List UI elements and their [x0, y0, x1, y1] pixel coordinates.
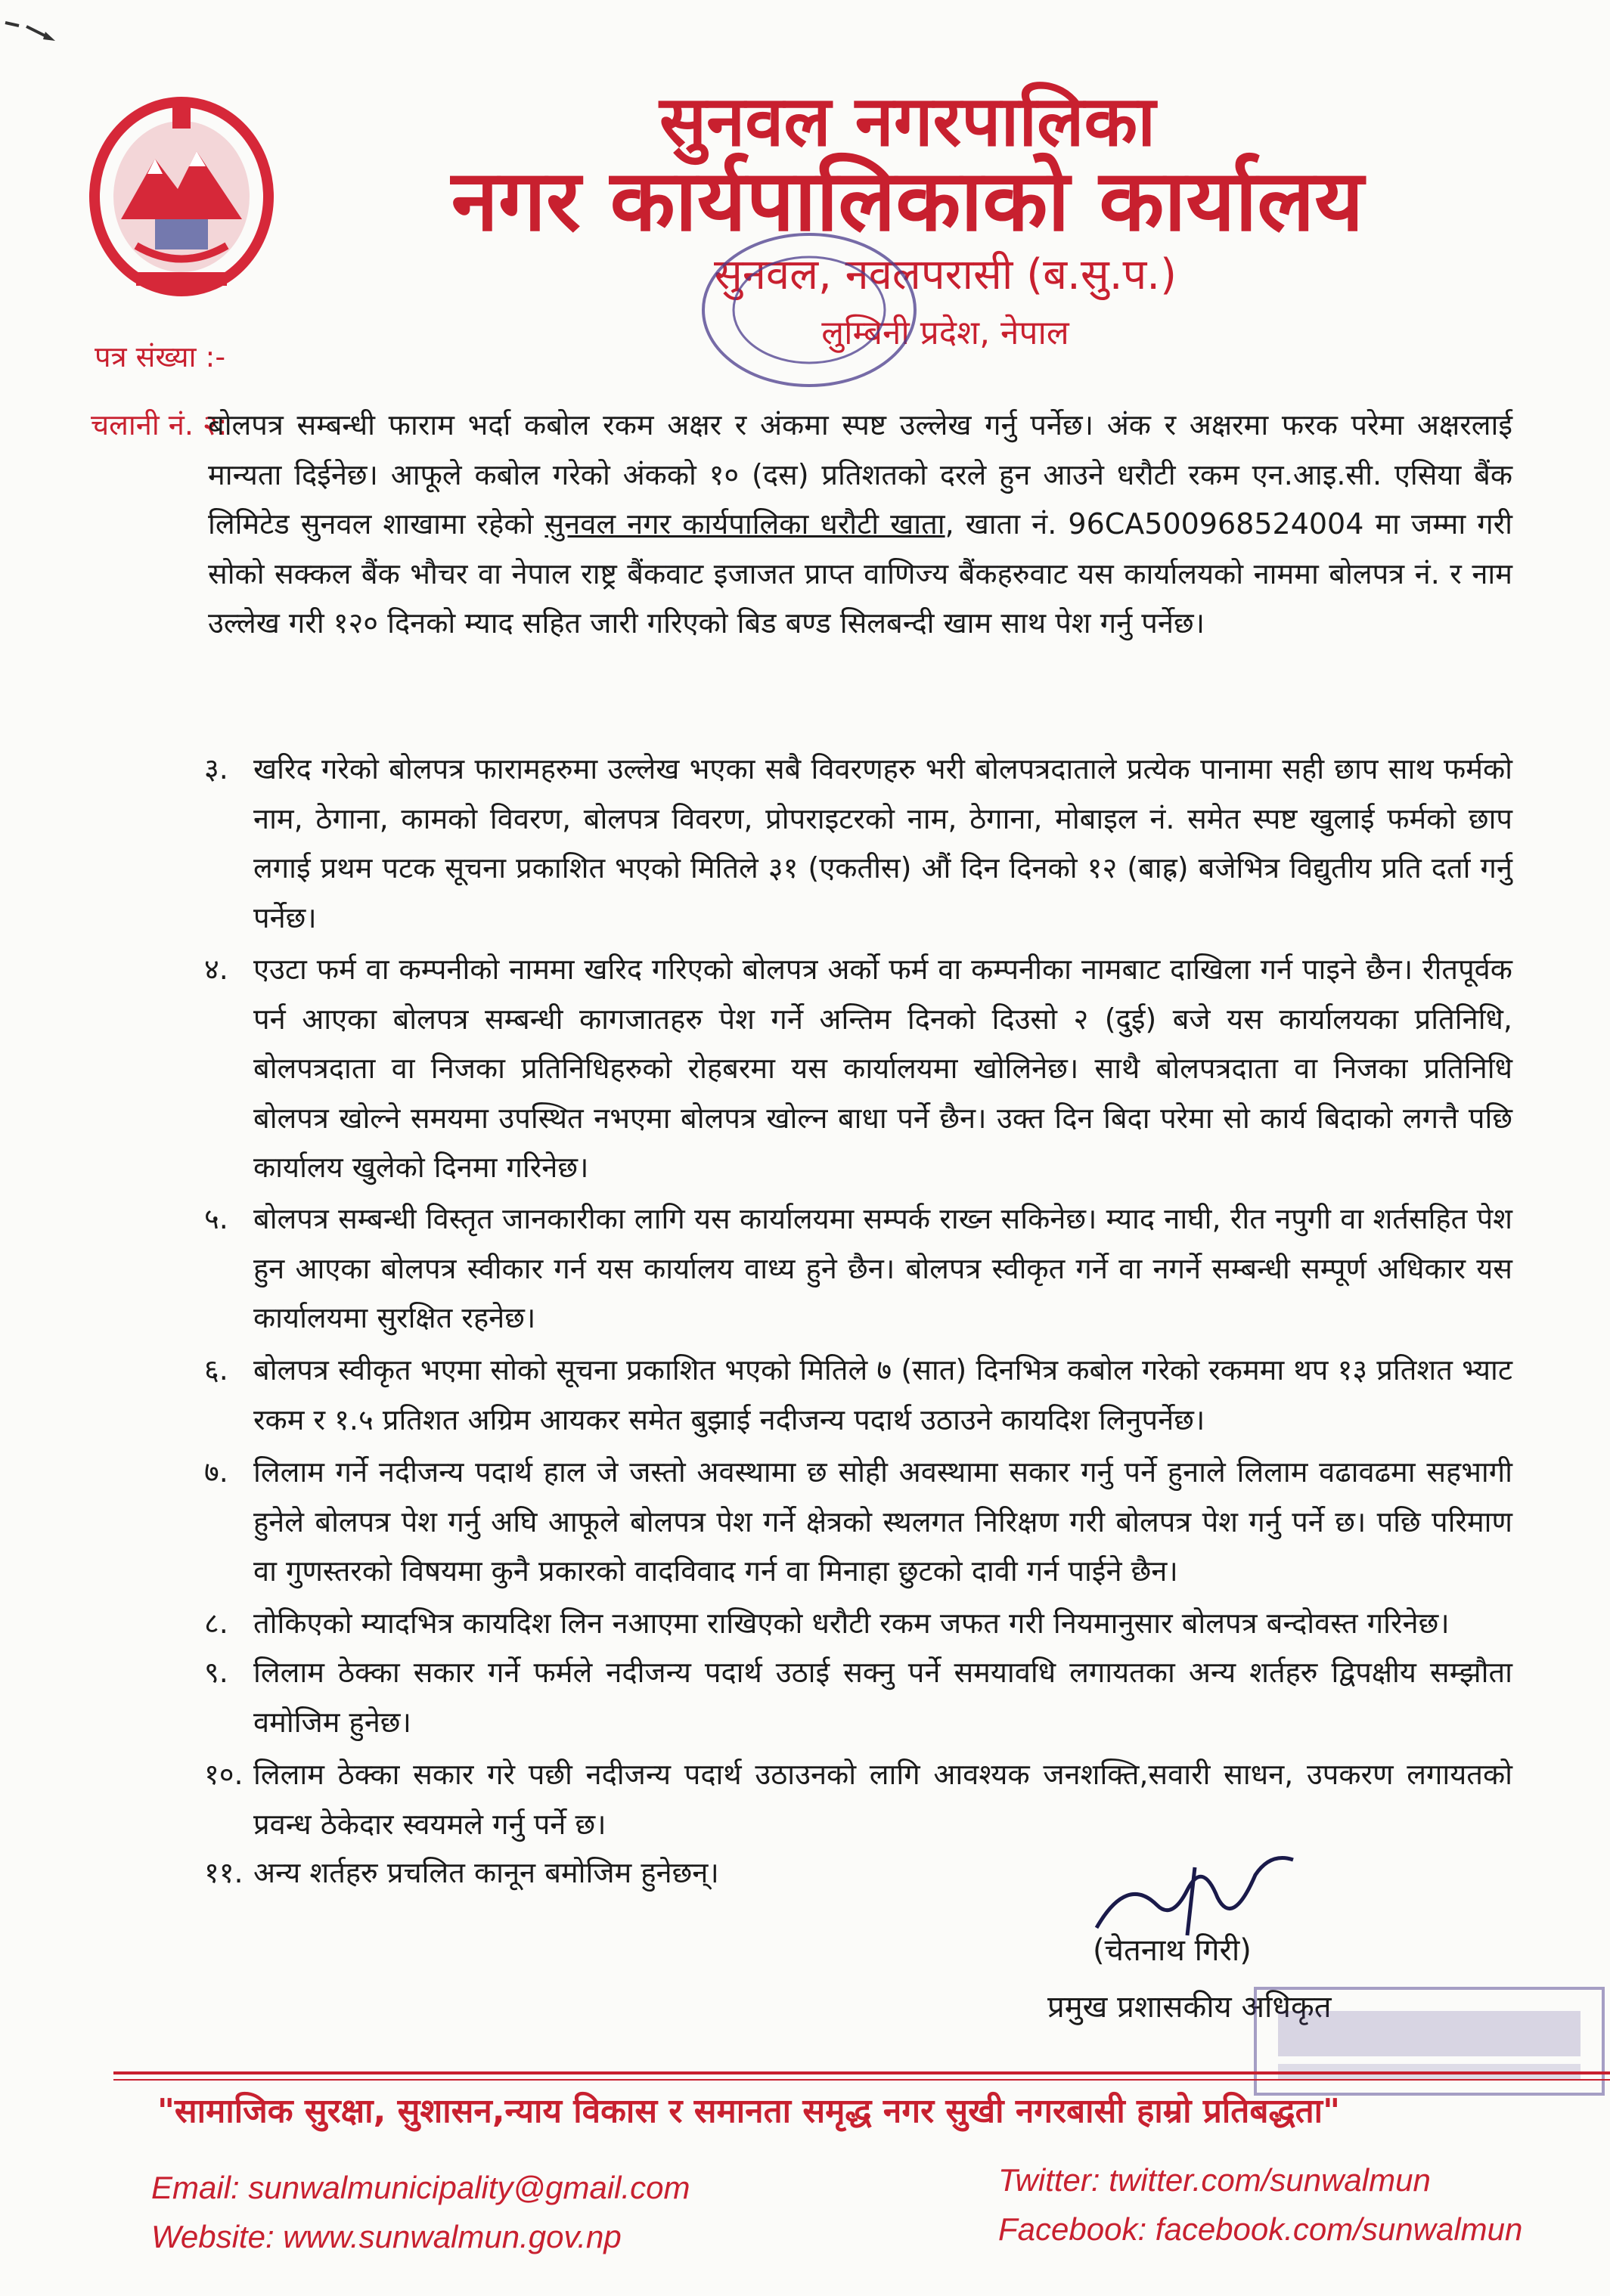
clause-10-text: लिलाम ठेक्का सकार गरे पछी नदीजन्य पदार्थ उठाउनको लागि आवश्यक जनशक्ति,सवारी साधन, उपकरण लगायतको प्रवन्ध ठेकेदार स्वयमले गर्नु पर्ने छ।: [253, 1758, 1512, 1841]
clause-7-text: लिलाम गर्ने नदीजन्य पदार्थ हाल जे जस्तो अवस्थामा छ सोही अवस्थामा सकार गर्नु पर्ने हुनाले लिलाम वढावढमा सहभागी हुनेले बोलपत्र पेश गर्नु अघि आफूले बोलपत्र पेश गर्ने क्षेत्रको स्थलगत निरिक्षण गरी बोलपत्र पेश गर्नु पर्ने छ। पछि परिमाण वा गुणस्तरको विषयमा कुनै प्रकारको वादविवाद गर्न वा मिनाहा छुटको दावी गर्न पाईने छैन।: [253, 1455, 1512, 1588]
clause-2-text-b: , खाता नं. 96CA500968524004 मा जम्मा गरी सोको सक्कल बैंक भौचर वा नेपाल राष्ट्र बैंकवाट इजाजत प्राप्त वाणिज्य बैंकहरुवाट यस कार्यालयको नाममा बोलपत्र नं. र नाम उल्लेख गरी १२० दिनको म्याद सहित जारी गरिएको बिड बण्ड सिलबन्दी खाम साथ पेश गर्नु पर्नेछ।: [208, 507, 1512, 640]
footer-divider-thin: [113, 2079, 1610, 2081]
office-name: नगर कार्यपालिकाको कार्यालय: [451, 152, 1364, 250]
footer-divider-thick: [113, 2071, 1610, 2074]
clause-4-number: ४.: [204, 953, 228, 986]
clause-3-number: ३.: [204, 752, 228, 785]
clause-8-number: ८.: [204, 1607, 228, 1640]
clause-5-text: बोलपत्र सम्बन्धी विस्तृत जानकारीका लागि यस कार्यालयमा सम्पर्क राख्न सकिनेछ। म्याद नाघी, रीत नपुगी वा शर्तसहित पेश हुन आएका बोलपत्र स्वीकार गर्न यस कार्यालय वाध्य हुने छैन। बोलपत्र स्वीकृत गर्ने वा नगर्ने सम्बन्धी सम्पूर्ण अधिकार यस कार्यालयमा सुरक्षित रहनेछ।: [253, 1202, 1512, 1334]
clause-2-account-name: सुनवल नगर कार्यपालिका धरौटी खाता: [544, 507, 945, 541]
clause-2-text-a: बोलपत्र सम्बन्धी फाराम भर्दा कबोल रकम अक्षर र अंकमा स्पष्ट उल्लेख गर्नु पर्नेछ। अंक र अक्षरमा फरक परेमा अक्षरलाई मान्यता दिईनेछ। आफूले कबोल गरेको अंकको १० (दस) प्रतिशतको दरले हुन आउने धरौटी रकम एन.आइ.सी. एसिया बैंक लिमिटेड सुनवल शाखामा रहेको: [208, 408, 1512, 541]
footer-email[interactable]: Email: sunwalmunicipality@gmail.com: [151, 2170, 690, 2205]
clause-6-text: बोलपत्र स्वीकृत भएमा सोको सूचना प्रकाशित भएको मितिले ७ (सात) दिनभित्र कबोल गरेको रकममा थप १३ प्रतिशत भ्याट रकम र १.५ प्रतिशत अग्रिम आयकर समेत बुझाई नदीजन्य पदार्थ उठाउने कायदिश लिनुपर्नेछ।: [253, 1353, 1512, 1436]
clause-7-number: ७.: [204, 1455, 228, 1489]
clause-10-number: १०.: [204, 1758, 244, 1791]
clause-8-text: तोकिएको म्यादभित्र कायदिश लिन नआएमा राखिएको धरौटी रकम जफत गरी नियमानुसार बोलपत्र बन्दोवस्त गरिनेछ।: [253, 1607, 1450, 1640]
name-rubber-stamp: [1248, 1981, 1610, 2102]
footer-website[interactable]: Website: www.sunwalmun.gov.np: [151, 2219, 622, 2254]
footer-facebook[interactable]: Facebook: facebook.com/sunwalmun: [998, 2211, 1523, 2247]
clause-11-text: अन्य शर्तहरु प्रचलित कानून बमोजिम हुनेछन्।: [253, 1856, 719, 1889]
office-seal-stamp: [696, 227, 923, 393]
signatory-title: प्रमुख प्रशासकीय अधिकृत: [1047, 1990, 1332, 2025]
signatory-name: (चेतनाथ गिरी): [1093, 1933, 1252, 1968]
office-address: सुनवल, नवलपरासी (ब.सु.प.): [714, 250, 1177, 299]
footer-twitter[interactable]: Twitter: twitter.com/sunwalmun: [998, 2162, 1431, 2198]
municipality-name: सुनवल नगरपालिका: [659, 81, 1156, 162]
clause-3-text: खरिद गरेको बोलपत्र फारामहरुमा उल्लेख भएका सबै विवरणहरु भरी बोलपत्रदाताले प्रत्येक पानामा सही छाप साथ फर्मको नाम, ठेगाना, कामको विवरण, बोलपत्र विवरण, प्रोपराइटरको नाम, ठेगाना, मोबाइल नं. समेत स्पष्ट खुलाई फर्मको छाप लगाई प्रथम पटक सूचना प्रकाशित भएको मितिले ३१ (एकतीस) औं दिन दिनको १२ (बाह्र) बजेभित्र विद्युतीय प्रति दर्ता गर्नु पर्नेछ।: [253, 752, 1512, 934]
clause-6-number: ६.: [204, 1353, 228, 1387]
province-name: लुम्बिनी प्रदेश, नेपाल: [821, 314, 1069, 352]
letter-number-label: पत्र संख्या :-: [95, 340, 226, 373]
clause-11-number: ११.: [204, 1856, 244, 1889]
dispatch-number-label: चलानी नं. २:: [91, 408, 228, 442]
nepal-government-emblem-icon: [83, 91, 280, 302]
clause-2: [208, 401, 1512, 649]
corner-scribble-mark: [4, 15, 57, 45]
clause-9-number: ९.: [204, 1656, 228, 1689]
clause-4-text: एउटा फर्म वा कम्पनीको नाममा खरिद गरिएको बोलपत्र अर्को फर्म वा कम्पनीका नामबाट दाखिला गर्न पाइने छैन। रीतपूर्वक पर्न आएका बोलपत्र सम्बन्धी कागजातहरु पेश गर्ने अन्तिम दिनको दिउसो २ (दुई) बजे यस कार्यालयका प्रतिनिधि, बोलपत्रदाता वा निजका प्रतिनिधिहरुको रोहबरमा यस कार्यालयमा खोलिनेछ। साथै बोलपत्रदाता वा निजका प्रतिनिधि बोलपत्र खोल्ने समयमा उपस्थित नभएमा बोलपत्र खोल्न बाधा पर्ने छैन। उक्त दिन बिदा परेमा सो कार्य बिदाको लगत्तै पछि कार्यालय खुलेको दिनमा गरिनेछ।: [253, 953, 1512, 1184]
footer-motto: "सामाजिक सुरक्षा, सुशासन,न्याय विकास र समानता समृद्ध नगर सुखी नगरबासी हाम्रो प्रतिबद्धता": [157, 2092, 1341, 2130]
clause-5-number: ५.: [204, 1202, 228, 1235]
clause-9-text: लिलाम ठेक्का सकार गर्ने फर्मले नदीजन्य पदार्थ उठाई सक्नु पर्ने समयावधि लगायतका अन्य शर्तहरु द्विपक्षीय सम्झौता वमोजिम हुनेछ।: [253, 1656, 1512, 1739]
